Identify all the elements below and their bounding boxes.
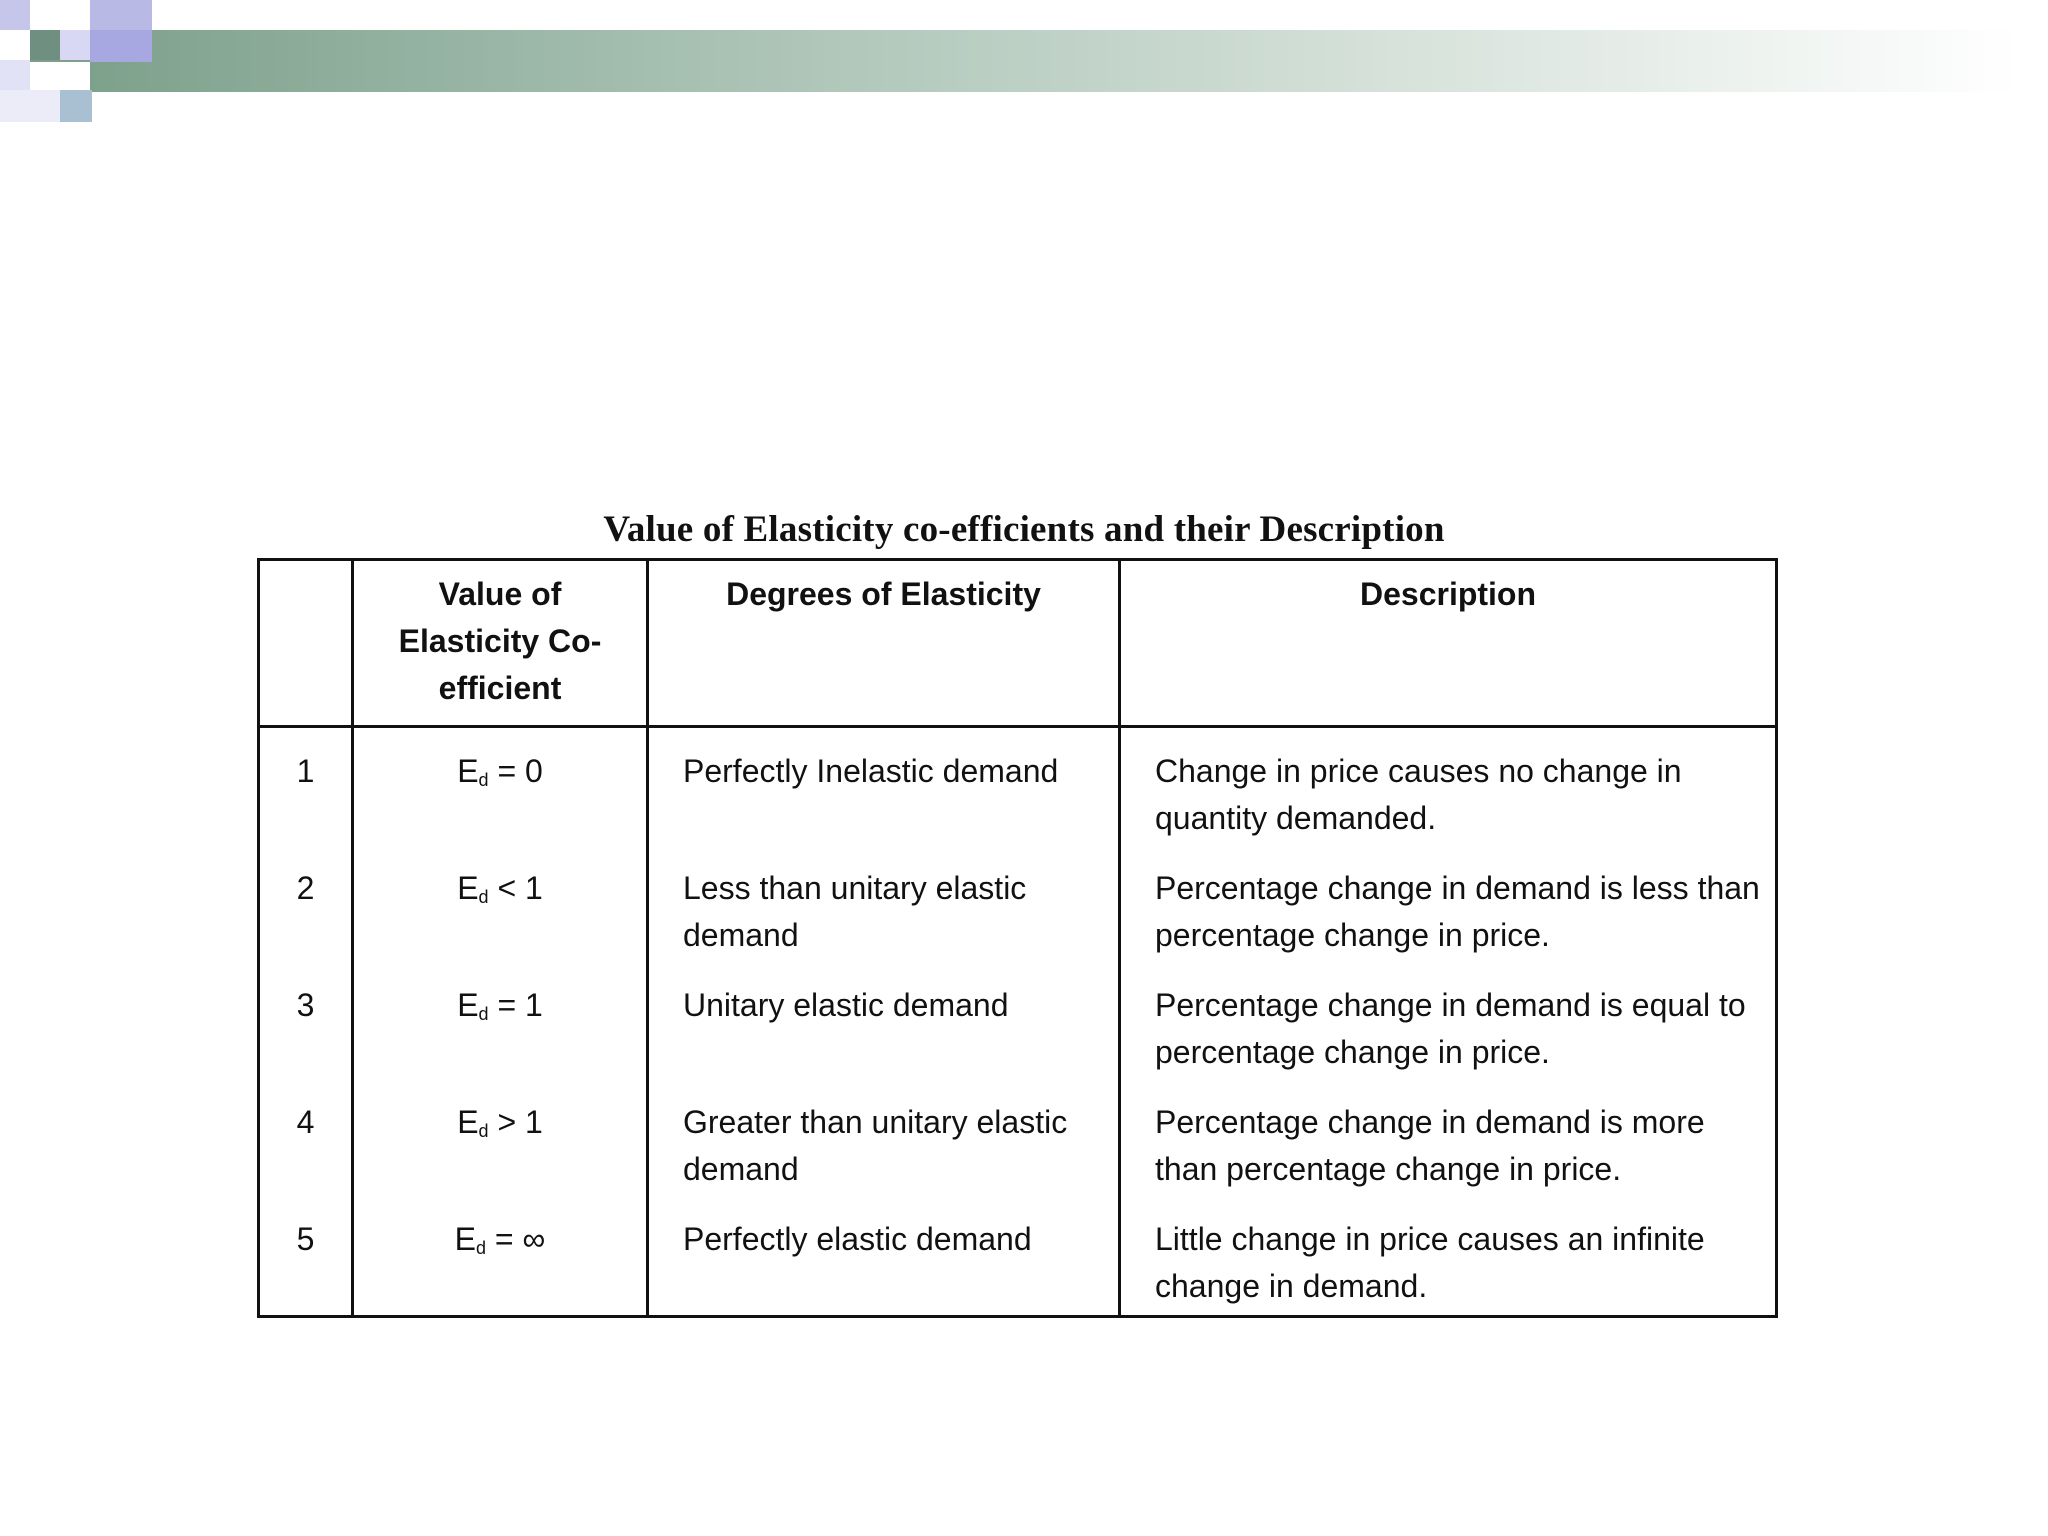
degree-of-elasticity: Greater than unitary elastic demand — [648, 1081, 1120, 1198]
elasticity-description: Little change in price causes an infinite change in demand. — [1120, 1198, 1777, 1317]
degree-of-elasticity: Perfectly elastic demand — [648, 1198, 1120, 1317]
coefficient-value: $E_d = 1$ — [353, 964, 648, 1081]
table-title: Value of Elasticity co-efficients and their Description — [603, 509, 1445, 550]
coefficient-value: $E_d > 1$ — [353, 1081, 648, 1198]
decorative-square — [30, 62, 90, 92]
decorative-square — [90, 0, 152, 30]
header-index — [259, 560, 353, 727]
decorative-square — [0, 90, 60, 122]
coefficient-value: $E_d < 1$ — [353, 847, 648, 964]
table-row — [259, 964, 1777, 1081]
decorative-square — [0, 0, 30, 30]
row-number: 4 — [259, 1081, 353, 1198]
coefficient-value: $E_d$ = ∞ — [353, 1198, 648, 1317]
elasticity-description: Change in price causes no change in quantity demanded. — [1120, 727, 1777, 848]
table-row — [259, 847, 1777, 964]
table-row — [259, 727, 1777, 848]
decorative-square — [60, 30, 90, 60]
header-coefficient: Value of Elasticity Co-efficient — [353, 560, 648, 727]
degree-of-elasticity: Less than unitary elastic demand — [648, 847, 1120, 964]
row-number: 2 — [259, 847, 353, 964]
decorative-square — [60, 90, 92, 122]
decorative-square — [30, 30, 60, 60]
row-number: 1 — [259, 727, 353, 848]
elasticity-description: Percentage change in demand is more than percentage change in price. — [1120, 1081, 1777, 1198]
decorative-square — [90, 30, 152, 62]
table-row — [259, 1081, 1777, 1198]
decorative-square — [0, 60, 30, 90]
elasticity-table — [257, 558, 1778, 1318]
slide-header-decoration — [0, 0, 2048, 125]
table-header-row — [259, 560, 1777, 727]
header-description: Description — [1120, 560, 1777, 727]
header-degree: Degrees of Elasticity — [648, 560, 1120, 727]
table-row — [259, 1198, 1777, 1317]
degree-of-elasticity: Unitary elastic demand — [648, 964, 1120, 1081]
degree-of-elasticity: Perfectly Inelastic demand — [648, 727, 1120, 848]
elasticity-description: Percentage change in demand is equal to percentage change in price. — [1120, 964, 1777, 1081]
row-number: 3 — [259, 964, 353, 1081]
elasticity-description: Percentage change in demand is less than percentage change in price. — [1120, 847, 1777, 964]
row-number: 5 — [259, 1198, 353, 1317]
header-gradient-bar — [30, 30, 2020, 92]
coefficient-value: $E_d = 0$ — [353, 727, 648, 848]
